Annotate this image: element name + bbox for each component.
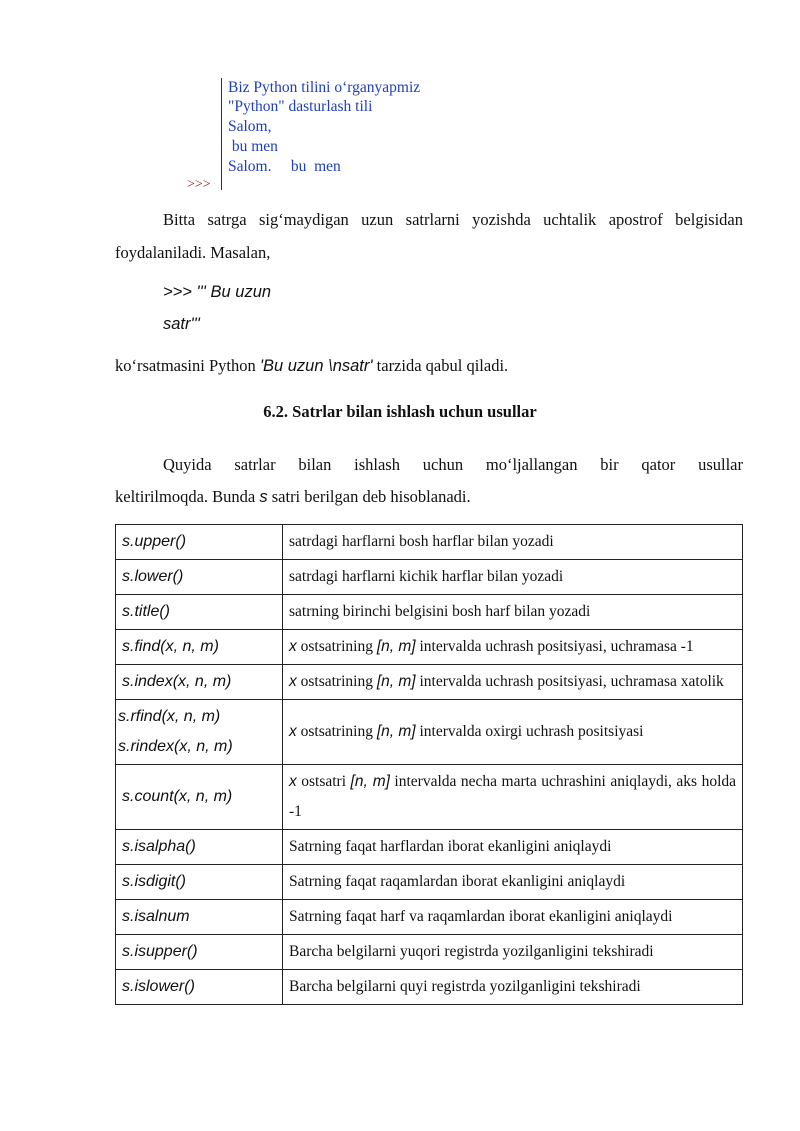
paragraph-line xyxy=(115,349,508,383)
section-heading: 6.2. Satrlar bilan ishlash uchun usullar xyxy=(263,402,537,421)
method-cell: s.upper() xyxy=(116,525,283,560)
text: ko‘rsatmasini Python xyxy=(115,356,260,375)
idle-line: Salom. bu men xyxy=(228,158,341,175)
method-cell: s.islower() xyxy=(116,970,283,1005)
param-range: [n, m] xyxy=(376,723,416,740)
idle-divider xyxy=(221,78,222,190)
method-cell: s.isalnum xyxy=(116,900,283,935)
table-row xyxy=(116,935,743,970)
idle-prompt: >>> xyxy=(187,177,211,192)
param-name: x xyxy=(289,638,297,655)
method-cell: s.isalpha() xyxy=(116,830,283,865)
method-cell: s.lower() xyxy=(116,560,283,595)
description-cell xyxy=(283,630,743,665)
idle-line: bu men xyxy=(228,138,278,155)
method-cell: s.isupper() xyxy=(116,935,283,970)
description-cell: Barcha belgilarni quyi registrda yozilganligini tekshiradi xyxy=(283,970,743,1005)
method-cell: s.title() xyxy=(116,595,283,630)
param-range: [n, m] xyxy=(376,638,416,655)
description-cell: Barcha belgilarni yuqori registrda yozilganligini tekshiradi xyxy=(283,935,743,970)
param-range: [n, m] xyxy=(350,773,390,790)
description-cell: satrdagi harflarni bosh harflar bilan yozadi xyxy=(283,525,743,560)
string-methods-table xyxy=(115,524,743,1005)
paragraph-line: Quyida satrlar bilan ishlash uchun mo‘ljallangan bir qator usullar xyxy=(163,455,743,474)
table-row xyxy=(116,560,743,595)
method-cell: s.isdigit() xyxy=(116,865,283,900)
text: ostsatrining xyxy=(296,638,377,655)
param-name: x xyxy=(289,773,297,790)
description-cell: Satrning faqat harf va raqamlardan iborat ekanligini aniqlaydi xyxy=(283,900,743,935)
code-example-line: satr''' xyxy=(163,315,200,333)
code-example-line: >>> ''' Bu uzun xyxy=(163,283,272,301)
idle-line: Salom, xyxy=(228,118,272,135)
variable-name: s xyxy=(259,488,268,506)
text: ostsatrining xyxy=(296,723,377,740)
description-cell xyxy=(283,665,743,700)
description-cell: Satrning faqat harflardan iborat ekanligini aniqlaydi xyxy=(283,830,743,865)
paragraph-line xyxy=(115,480,471,514)
inline-code: 'Bu uzun \nsatr' xyxy=(259,357,373,375)
paragraph-line: foydalaniladi. Masalan, xyxy=(115,243,271,262)
text: ostsatrining xyxy=(296,673,377,690)
text: tarzida qabul qiladi. xyxy=(372,356,509,375)
paragraph-line: Bitta satrga sig‘maydigan uzun satrlarni yozishda uchtalik apostrof belgisidan xyxy=(163,210,743,229)
method-cell: s.index(x, n, m) xyxy=(116,665,283,700)
table-row xyxy=(116,970,743,1005)
text: intervalda uchrash positsiyasi, uchramasa -1 xyxy=(415,638,694,655)
param-range: [n, m] xyxy=(376,673,416,690)
table-row xyxy=(116,665,743,700)
text: ostsatri xyxy=(296,773,351,790)
method-name: s.rfind(x, n, m) xyxy=(118,708,221,725)
table-row xyxy=(116,700,743,765)
param-name: x xyxy=(289,673,297,690)
table-row xyxy=(116,630,743,665)
table-row xyxy=(116,595,743,630)
text: intervalda oxirgi uchrash positsiyasi xyxy=(415,723,644,740)
method-cell: s.find(x, n, m) xyxy=(116,630,283,665)
description-cell: satrdagi harflarni kichik harflar bilan yozadi xyxy=(283,560,743,595)
description-cell: satrning birinchi belgisini bosh harf bilan yozadi xyxy=(283,595,743,630)
table-row xyxy=(116,865,743,900)
param-name: x xyxy=(289,723,297,740)
table-row xyxy=(116,765,743,830)
text: keltirilmoqda. Bunda xyxy=(115,487,260,506)
idle-line: "Python" dasturlash tili xyxy=(228,98,373,115)
description-cell xyxy=(283,700,743,765)
table-row xyxy=(116,900,743,935)
method-cell xyxy=(116,700,283,765)
method-cell: s.count(x, n, m) xyxy=(116,765,283,830)
text: intervalda uchrash positsiyasi, uchramasa xatolik xyxy=(415,673,724,690)
description-cell: Satrning faqat raqamlardan iborat ekanligini aniqlaydi xyxy=(283,865,743,900)
method-name: s.rindex(x, n, m) xyxy=(118,738,233,755)
table-row xyxy=(116,830,743,865)
text: satri berilgan deb hisoblanadi. xyxy=(267,487,471,506)
table-row xyxy=(116,525,743,560)
description-cell xyxy=(283,765,743,830)
text: intervalda necha marta uchrashini aniqlaydi, aks holda -1 xyxy=(289,773,737,820)
idle-line: Biz Python tilini o‘rganyapmiz xyxy=(228,79,421,96)
